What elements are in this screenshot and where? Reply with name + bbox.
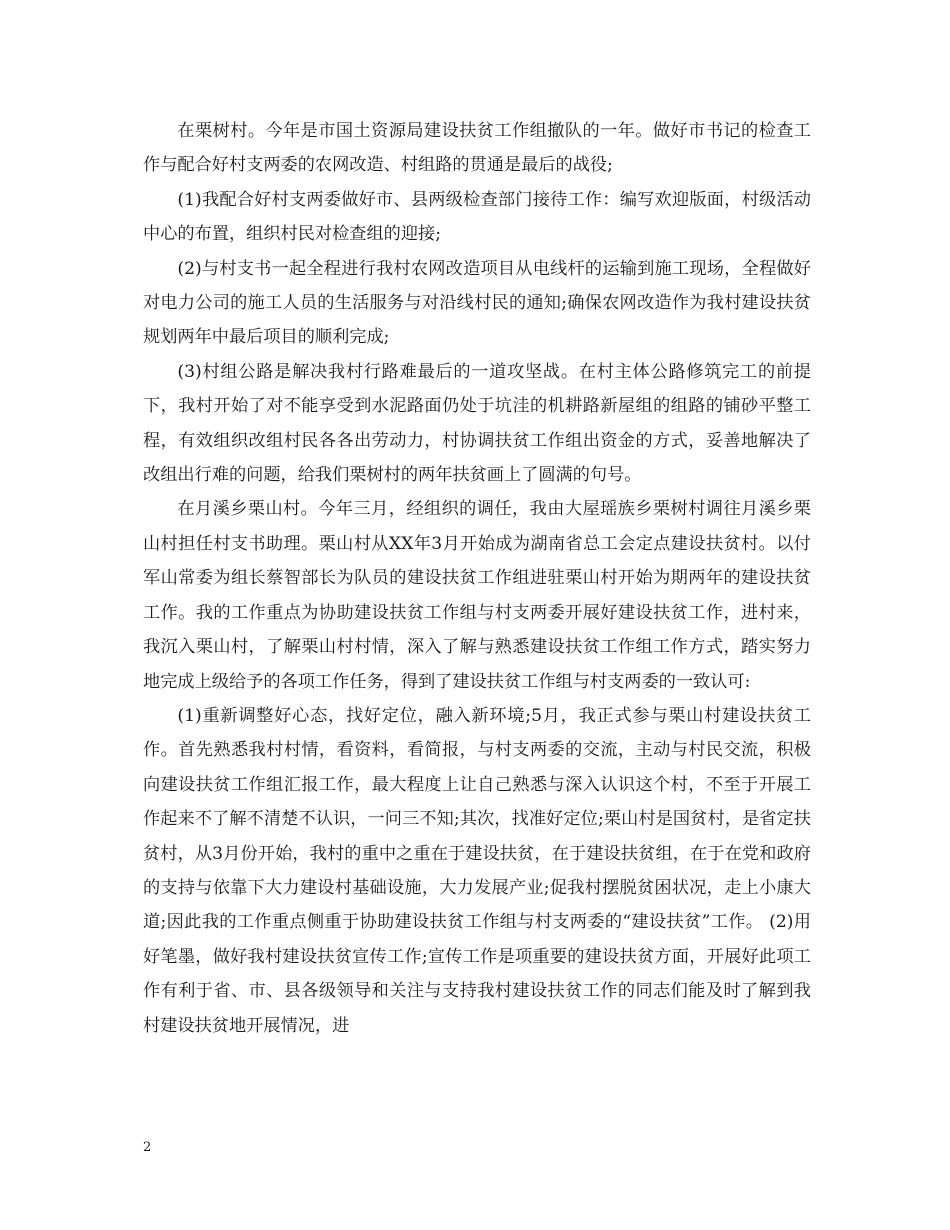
body-text bbox=[143, 114, 811, 1043]
paragraph-4: (3)村组公路是解决我村行路难最后的一道攻坚战。在村主体公路修筑完工的前提下，我村开始了对不能享受到水泥路面仍处于坑洼的机耕路新屋组的组路的铺砂平整工程，有效组织改组村民各各出劳动力，村协调扶贫工作组出资金的方式，妥善地解决了改组出行难的问题，给我们栗树村的两年扶贫画上了圆满的句号。 bbox=[143, 361, 811, 486]
paragraph-5: 在月溪乡栗山村。今年三月，经组织的调任，我由大屋瑶族乡栗树村调往月溪乡栗山村担任村支书助理。栗山村从XX年3月开始成为湖南省总工会定点建设扶贫村。以付军山常委为组长蔡智部长为队员的建设扶贫工作组进驻栗山村开始为期两年的建设扶贫工作。我的工作重点为协助建设扶贫工作组与村支两委开展好建设扶贫工作，进村来，我沉入栗山村，了解栗山村村情，深入了解与熟悉建设扶贫工作组工作方式，踏实努力地完成上级给予的各项工作任务，得到了建设扶贫工作组与村支两委的一致认可: bbox=[143, 499, 811, 692]
page-number: 2 bbox=[143, 1140, 152, 1155]
paragraph-2: (1)我配合好村支两委做好市、县两级检查部门接待工作：编写欢迎版面，村级活动中心的布置，组织村民对检查组的迎接; bbox=[143, 189, 811, 245]
paragraph-3: (2)与村支书一起全程进行我村农网改造项目从电线杆的运输到施工现场，全程做好对电力公司的施工人员的生活服务与对沿线村民的通知;确保农网改造作为我村建设扶贫规划两年中最后项目的顺利完成; bbox=[143, 258, 811, 348]
paragraph-6: (1)重新调整好心态，找好定位，融入新环境;5月，我正式参与栗山村建设扶贫工作。首先熟悉我村村情，看资料，看简报，与村支两委的交流，主动与村民交流，积极向建设扶贫工作组汇报工作，最大程度上让自己熟悉与深入认识这个村，不至于开展工作起来不了解不清楚不认识，一问三不知;其次，找准好定位;栗山村是国贫村，是省定扶贫村，从3月份开始，我村的重中之重在于建设扶贫，在于建设扶贫组，在于在党和政府的支持与依靠下大力建设村基础设施，大力发展产业;促我村摆脱贫困状况，走上小康大道;因此我的工作重点侧重于协助建设扶贫工作组与村支两委的“建设扶贫”工作。 (2)用好笔墨，做好我村建设扶贫宣传工作;宣传工作是项重要的建设扶贫方面，开展好此项工作有利于省、市、县各级领导和关注与支持我村建设扶贫工作的同志们能及时了解到我村建设扶贫地开展情况，进 bbox=[143, 705, 811, 1036]
paragraph-1: 在栗树村。今年是市国土资源局建设扶贫工作组撤队的一年。做好市书记的检查工作与配合好村支两委的农网改造、村组路的贯通是最后的战役; bbox=[143, 121, 811, 176]
